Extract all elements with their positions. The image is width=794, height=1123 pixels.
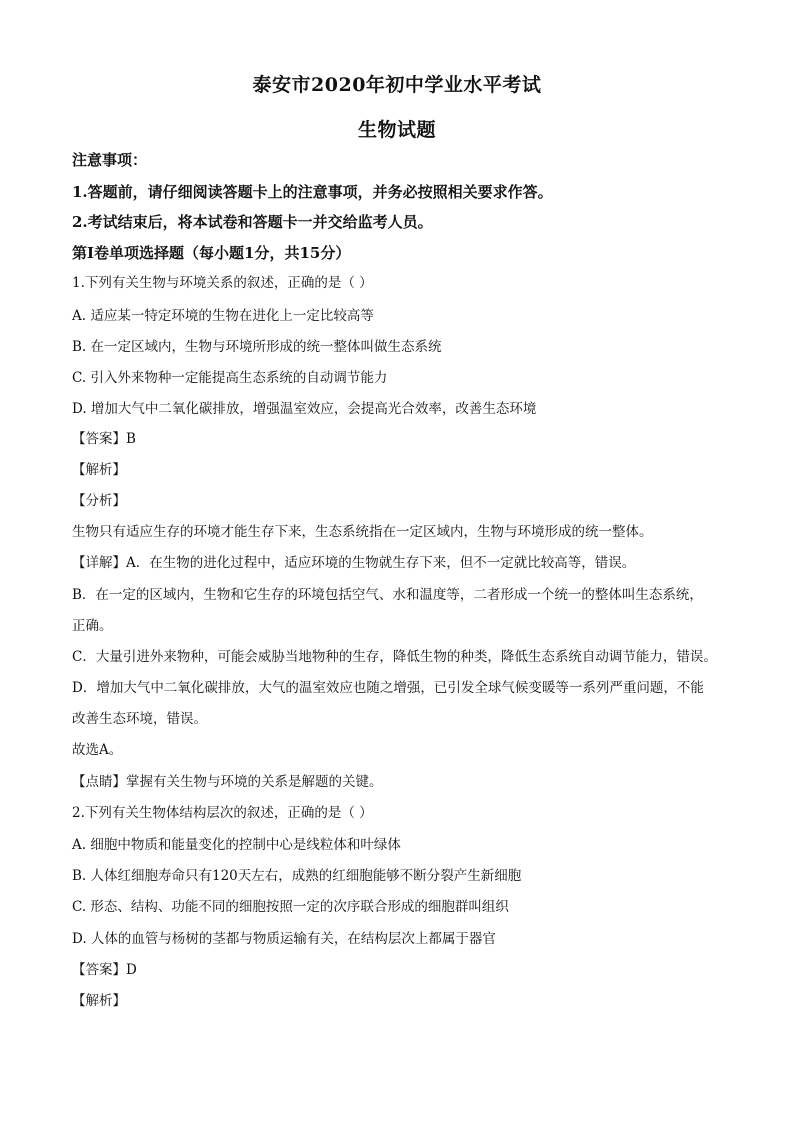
question-1-option-d: D. 增加大气中二氧化碳排放，增强温室效应，会提高光合效率，改善生态环境: [72, 401, 537, 417]
question-1-analysis-label: 【解析】: [72, 462, 126, 478]
question-1-stem: 1.下列有关生物与环境关系的叙述，正确的是（ ）: [72, 275, 373, 291]
question-2-option-b: B. 人体红细胞寿命只有120天左右，成熟的红细胞能够不断分裂产生新细胞: [72, 868, 522, 884]
page-title: 泰安市2020年初中学业水平考试: [252, 74, 542, 96]
question-1-dianjing: 【点睛】掌握有关生物与环境的关系是解题的关键。: [72, 774, 383, 790]
question-1-detail-a: 【详解】A．在生物的进化过程中，适应环境的生物就生存下来，但不一定就比较高等，错误。: [72, 555, 636, 571]
question-2-option-d: D. 人体的血管与杨树的茎都与物质运输有关，在结构层次上都属于器官: [72, 931, 496, 947]
question-1-fenxi-text: 生物只有适应生存的环境才能生存下来，生态系统指在一定区域内，生物与环境形成的统一整体。: [72, 524, 653, 540]
notice-item-1: 1.答题前，请仔细阅读答题卡上的注意事项，并务必按照相关要求作答。: [72, 183, 553, 201]
question-1-detail-d-cont: 改善生态环境，错误。: [72, 711, 207, 727]
question-1-detail-c: C．大量引进外来物种，可能会威胁当地物种的生存，降低生物的种类，降低生态系统自动调节能力，错误。: [72, 649, 717, 665]
question-1-detail-b: B．在一定的区域内，生物和它生存的环境包括空气、水和温度等，二者形成一个统一的整体叫生态系统，: [72, 587, 703, 603]
question-2-option-c: C. 形态、结构、功能不同的细胞按照一定的次序联合形成的细胞群叫组织: [72, 899, 509, 915]
question-1-option-c: C. 引入外来物种一定能提高生态系统的自动调节能力: [72, 370, 388, 386]
question-2-option-a: A. 细胞中物质和能量变化的控制中心是线粒体和叶绿体: [72, 837, 401, 853]
notice-item-2: 2.考试结束后，将本试卷和答题卡一并交给监考人员。: [72, 213, 433, 231]
question-1-answer: 【答案】B: [72, 431, 136, 447]
notice-heading: 注意事项：: [72, 151, 148, 169]
question-2-analysis-label: 【解析】: [72, 993, 126, 1009]
page-subtitle: 生物试题: [357, 119, 436, 141]
question-2-answer: 【答案】D: [72, 962, 137, 978]
question-1-choice: 故选A。: [72, 742, 123, 758]
question-1-fenxi-label: 【分析】: [72, 493, 126, 509]
question-1-option-a: A. 适应某一特定环境的生物在进化上一定比较高等: [72, 308, 374, 324]
question-1-option-b: B. 在一定区域内，生物与环境所形成的统一整体叫做生态系统: [72, 339, 442, 355]
question-2-stem: 2.下列有关生物体结构层次的叙述，正确的是（ ）: [72, 805, 373, 821]
section-heading: 第Ⅰ卷单项选择题（每小题1分，共15分）: [72, 244, 351, 262]
question-1-detail-d: D．增加大气中二氧化碳排放，大气的温室效应也随之增强，已引发全球气候变暖等一系列严重问题，不能: [72, 680, 704, 696]
question-1-detail-b-cont: 正确。: [72, 618, 113, 634]
